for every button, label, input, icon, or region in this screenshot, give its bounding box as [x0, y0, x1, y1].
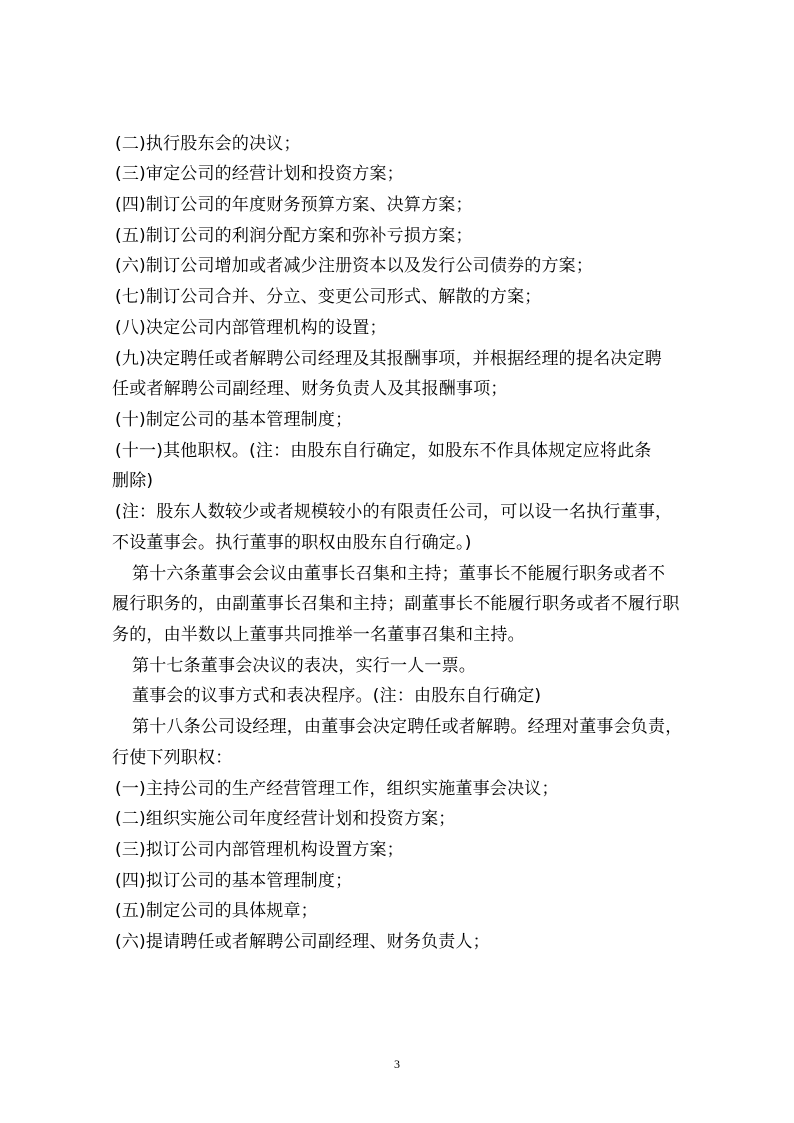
- text-line: 董事会的议事方式和表决程序。(注：由股东自行确定): [132, 686, 542, 706]
- text-line: 第十七条董事会决议的表决，实行一人一票。: [132, 656, 476, 676]
- text-line: 删除): [112, 471, 154, 491]
- text-line: 任或者解聘公司副经理、财务负责人及其报酬事项；: [112, 379, 508, 399]
- text-line: (二)执行股东会的决议；: [115, 134, 301, 154]
- text-line: (三)审定公司的经营计划和投资方案；: [115, 164, 404, 184]
- text-line: (五)制订公司的利润分配方案和弥补亏损方案；: [115, 226, 473, 246]
- text-line: (一)主持公司的生产经营管理工作，组织实施董事会决议；: [115, 779, 559, 799]
- text-line: (二)组织实施公司年度经营计划和投资方案；: [115, 809, 456, 829]
- text-line: 务的，由半数以上董事共同推举一名董事召集和主持。: [112, 625, 525, 645]
- text-line: (六)提请聘任或者解聘公司副经理、财务负责人；: [115, 932, 490, 952]
- text-line: (五)制定公司的具体规章；: [115, 901, 318, 921]
- text-line: 行使下列职权：: [112, 748, 233, 768]
- text-line: 第十六条董事会会议由董事长召集和主持；董事长不能履行职务或者不: [132, 564, 666, 584]
- text-line: (十一)其他职权。(注：由股东自行确定，如股东不作具体规定应将此条: [115, 441, 652, 461]
- text-line: (三)拟订公司内部管理机构设置方案；: [115, 840, 404, 860]
- text-line: 第十八条公司设经理，由董事会决定聘任或者解聘。经理对董事会负责，: [132, 717, 683, 737]
- page-number: 3: [394, 1057, 400, 1071]
- text-line: (四)拟订公司的基本管理制度；: [115, 871, 353, 891]
- text-line: (注：股东人数较少或者规模较小的有限责任公司，可以设一名执行董事，: [115, 502, 673, 522]
- text-line: (九)决定聘任或者解聘公司经理及其报酬事项，并根据经理的提名决定聘: [115, 349, 662, 369]
- text-line: (六)制订公司增加或者减少注册资本以及发行公司债券的方案；: [115, 256, 594, 276]
- text-line: 不设董事会。执行董事的职权由股东自行确定。): [112, 533, 472, 553]
- text-line: (四)制订公司的年度财务预算方案、决算方案；: [115, 195, 473, 215]
- text-line: 履行职务的，由副董事长召集和主持；副董事长不能履行职务或者不履行职: [112, 594, 680, 614]
- text-line: (七)制订公司合并、分立、变更公司形式、解散的方案；: [115, 287, 542, 307]
- text-line: (十)制定公司的基本管理制度；: [115, 410, 353, 430]
- text-line: (八)决定公司内部管理机构的设置；: [115, 318, 387, 338]
